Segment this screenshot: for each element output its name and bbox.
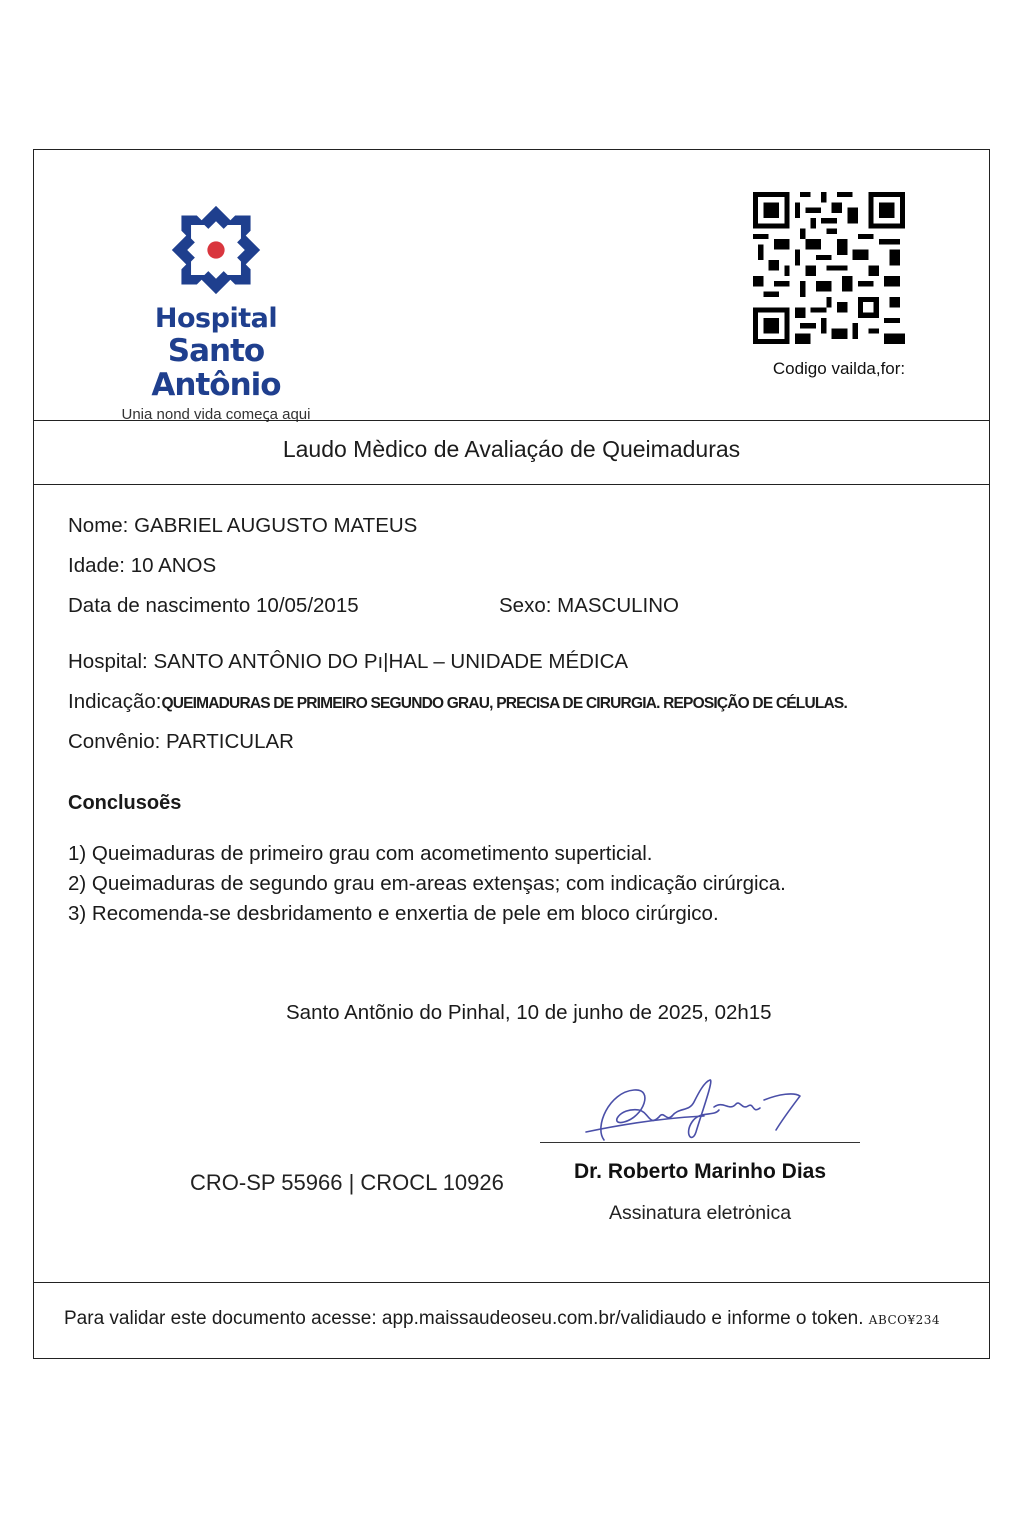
insurance-value: PARTICULAR [166, 730, 294, 753]
signature-line [540, 1142, 860, 1143]
birth-value: 10/05/2015 [256, 594, 359, 617]
sex-label: Sexo: [499, 594, 552, 617]
conclusions-heading: Conclusoẽs [68, 792, 182, 814]
place-and-date: Santo Antõnio do Pinhal, 10 de junho de 2025, 02h15 [286, 1001, 772, 1024]
name-label: Nome: [68, 514, 129, 537]
professional-registry: CRO-SP 55966 | CROCL 10926 [190, 1170, 504, 1195]
field-name [68, 514, 417, 538]
field-sex [499, 594, 679, 618]
name-value: GABRIEL AUGUSTO MATEUS [134, 514, 418, 537]
doctor-name: Dr. Roberto Marinho Dias [573, 1160, 827, 1183]
divider [34, 484, 989, 485]
handwritten-signature [564, 1072, 814, 1152]
conclusion-item: 1) Queimaduras de primeiro grau com acometimento superticial. [68, 842, 653, 865]
divider [34, 420, 989, 421]
divider [34, 1282, 989, 1283]
validation-token: ABCO¥234 [868, 1313, 941, 1327]
hospital-cross-icon [168, 202, 264, 298]
logo-tagline: Unia nond vida comeꞔa aqui [121, 406, 311, 423]
indication-value: QUEIMADURAS DE PRIMEIRO SEGUNDO GRAU, PRECISA DE CIRURGIA. REPOSIÇÃO DE CÉLULAS. [161, 695, 847, 712]
indication-label: Indicação: [68, 690, 162, 713]
birth-label: Data de nascimento [68, 594, 251, 617]
qr-code-icon [753, 192, 905, 344]
validation-footer [64, 1308, 940, 1330]
field-insurance [68, 730, 294, 754]
medical-report [33, 149, 990, 1359]
hospital-label: Hospital: [68, 650, 148, 673]
sex-value: MASCULINO [557, 594, 680, 617]
signature-type: Assinatura eletrȯnica [608, 1202, 792, 1224]
logo-line-hospital: Hospital [154, 303, 278, 334]
logo-line-name: Santo Antônio [151, 333, 281, 403]
field-age [68, 554, 216, 578]
hospital-value: SANTO ANTÔNIO DO Pı|HAL – UNIDADE MÉDICA [153, 650, 629, 673]
qr-caption: Codigo vailda,for: [772, 359, 906, 378]
conclusion-item: 2) Queimaduras de segundo grau em-areas extenşas; com indicação cirúrgica. [68, 872, 786, 895]
hospital-logo [100, 202, 332, 424]
document-title: Laudo Mèdico de Avaliaçáo de Queimaduras [282, 436, 741, 462]
age-value: 10 ANOS [130, 554, 217, 577]
insurance-label: Convênio: [68, 730, 161, 753]
age-label: Idade: [68, 554, 125, 577]
field-indication [68, 690, 847, 714]
validation-text: Para validar este documento acesse: app.maissaudeoseu.com.br/validiaudo e informe o token. [64, 1308, 864, 1329]
field-hospital [68, 650, 628, 674]
field-birth-date [68, 594, 359, 618]
conclusion-item: 3) Recomenda-se desbridamento e enxertia de pele em bloco cirúrgico. [68, 902, 719, 925]
